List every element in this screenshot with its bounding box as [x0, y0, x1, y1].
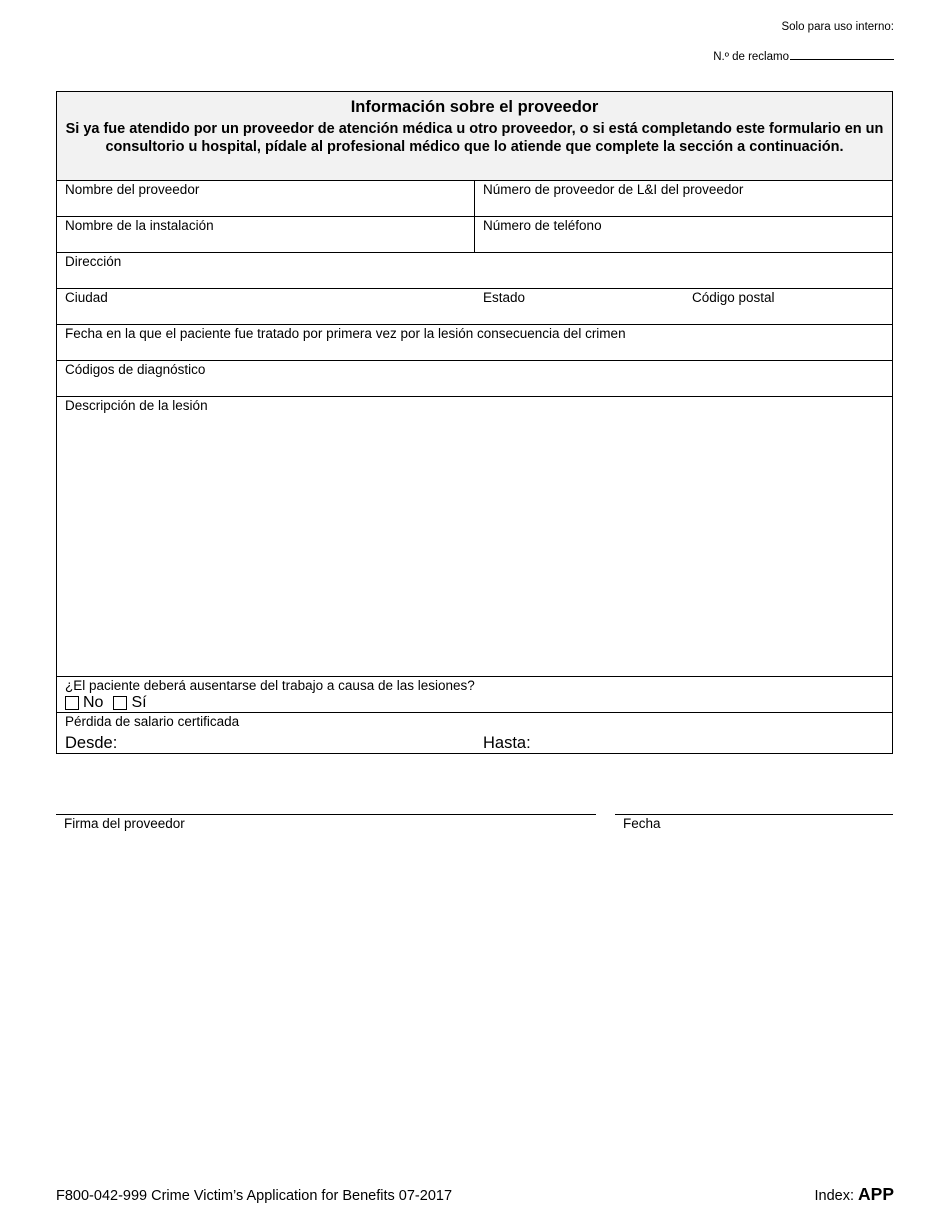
claim-number-line[interactable]: [790, 48, 894, 60]
row-facility: [57, 216, 892, 252]
provider-signature-line[interactable]: [56, 814, 596, 815]
row-city-state-zip[interactable]: [57, 288, 892, 324]
provider-li-number-label: Número de proveedor de L&I del proveedor: [483, 182, 744, 197]
first-treatment-date-field[interactable]: [57, 324, 892, 360]
city-label: Ciudad: [65, 290, 108, 305]
off-work-question-row: [57, 676, 892, 712]
section-header: [57, 92, 892, 180]
claim-number-field[interactable]: [713, 48, 894, 63]
index-tag: [814, 1184, 894, 1205]
facility-name-field[interactable]: [57, 217, 475, 252]
injury-description-label: Descripción de la lesión: [65, 398, 208, 413]
provider-name-label: Nombre del proveedor: [65, 182, 200, 197]
internal-use-label: Solo para uso interno:: [781, 21, 894, 33]
option-no-label: No: [83, 694, 104, 711]
signature-date-label: Fecha: [623, 816, 661, 831]
checkbox-no[interactable]: [65, 696, 79, 710]
row-provider: [57, 180, 892, 216]
to-label: Hasta:: [483, 734, 531, 752]
checkbox-yes[interactable]: [113, 696, 127, 710]
claim-number-label: N.º de reclamo: [713, 51, 789, 63]
first-treatment-date-label: Fecha en la que el paciente fue tratado por primera vez por la lesión consecuencia del crimen: [65, 326, 626, 341]
wage-loss-label: Pérdida de salario certificada: [65, 714, 240, 729]
provider-info-form: [56, 91, 893, 754]
state-label: Estado: [483, 290, 526, 305]
address-label: Dirección: [65, 254, 122, 269]
zip-label: Código postal: [692, 290, 775, 305]
phone-number-field[interactable]: [475, 217, 892, 252]
wage-loss-row[interactable]: [57, 712, 892, 753]
section-title: Información sobre el proveedor: [350, 98, 599, 116]
diagnosis-codes-field[interactable]: [57, 360, 892, 396]
off-work-question-label: ¿El paciente deberá ausentarse del trabajo a causa de las lesiones?: [65, 678, 475, 693]
provider-li-number-field[interactable]: [475, 181, 892, 216]
provider-signature-label: Firma del proveedor: [64, 816, 185, 831]
from-label: Desde:: [65, 734, 118, 752]
injury-description-field[interactable]: [57, 396, 892, 676]
form-id: F800-042-999 Crime Victim’s Application for Benefits 07-2017: [56, 1188, 453, 1204]
signature-date-line[interactable]: [615, 814, 893, 815]
option-yes-label: Sí: [131, 694, 147, 711]
address-field[interactable]: [57, 252, 892, 288]
facility-name-label: Nombre de la instalación: [65, 218, 214, 233]
index-label: Index:: [814, 1188, 854, 1204]
section-instructions: Si ya fue atendido por un proveedor de atención médica u otro proveedor, o si está completando este formulario en un consultorio u hospital, pídale al profesional médico que lo atiende que complete la sección a continuación.: [65, 121, 884, 155]
phone-number-label: Número de teléfono: [483, 218, 602, 233]
index-value: APP: [858, 1184, 894, 1204]
diagnosis-codes-label: Códigos de diagnóstico: [65, 362, 206, 377]
off-work-options: [65, 694, 147, 712]
provider-name-field[interactable]: [57, 181, 475, 216]
